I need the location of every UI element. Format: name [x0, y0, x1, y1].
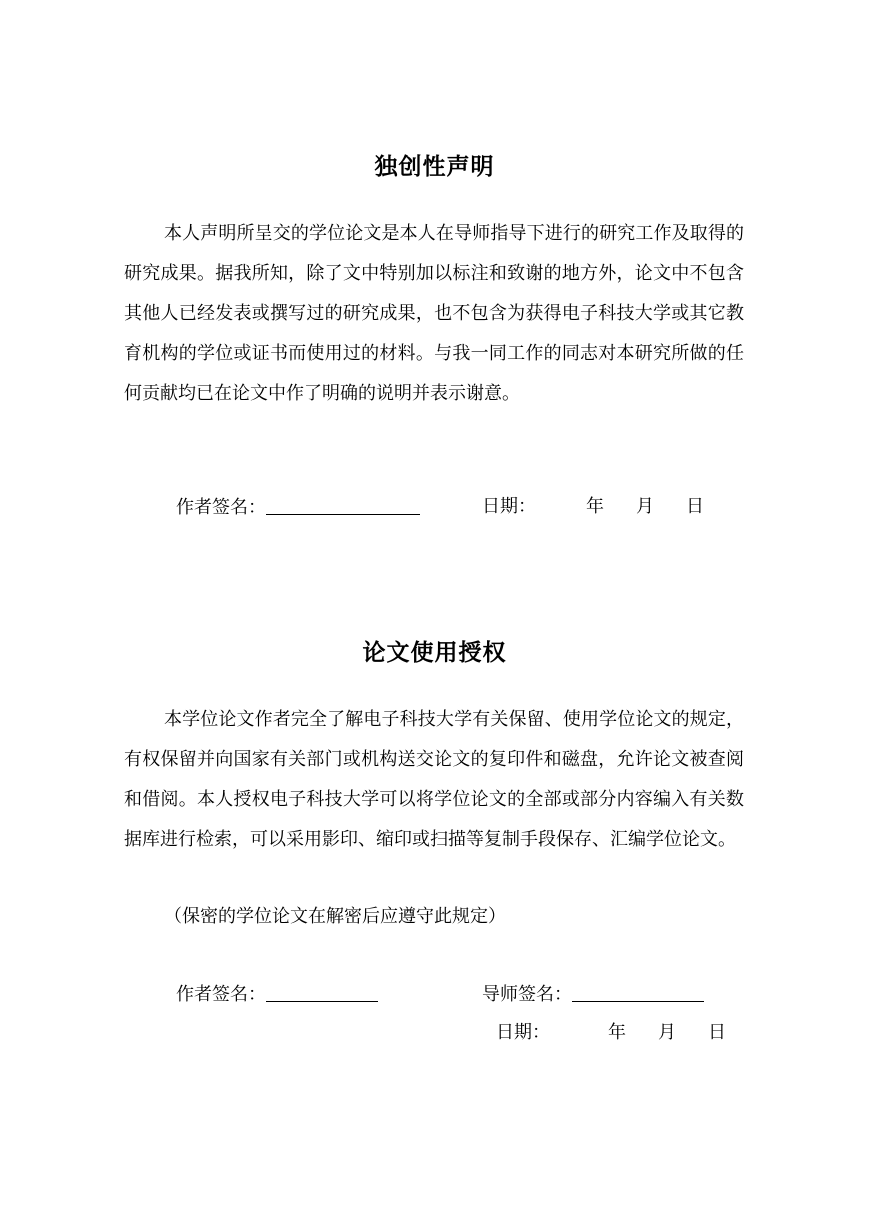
author-signature-line[interactable] [266, 981, 378, 1002]
author-signature-label: 作者签名： [176, 497, 266, 518]
month-label: 月 [636, 496, 654, 517]
author-signature-line[interactable] [266, 494, 420, 515]
declaration-body: 本人声明所呈交的学位论文是本人在导师指导下进行的研究工作及取得的研究成果。据我所知，除了文中特别加以标注和致谢的地方外，论文中不包含其他人已经发表或撰写过的研究成果，也不包含为获得电子科技大学或其它教育机构的学位或证书而使用过的材料。与我一同工作的同志对本研究所做的任何贡献均已在论文中作了明确的说明并表示谢意。 [124, 223, 744, 404]
day-label: 日 [686, 496, 704, 517]
year-label: 年 [586, 496, 604, 517]
year-label: 年 [608, 1022, 626, 1043]
date-label: 日期： [482, 496, 536, 517]
authorization-body: 本学位论文作者完全了解电子科技大学有关保留、使用学位论文的规定，有权保留并向国家有关部门或机构送交论文的复印件和磁盘，允许论文被查阅和借阅。本人授权电子科技大学可以将学位论文的全部或部分内容编入有关数据库进行检索，可以采用影印、缩印或扫描等复制手段保存、汇编学位论文。 [124, 709, 744, 850]
declaration-date [482, 494, 704, 520]
month-label: 月 [658, 1022, 676, 1043]
author-signature-label: 作者签名： [176, 984, 266, 1005]
authorization-advisor-signature [482, 981, 704, 1008]
declaration-author-signature [176, 494, 420, 521]
declaration-title: 独创性声明 [374, 154, 495, 180]
authorization-author-signature [176, 981, 378, 1008]
authorization-title: 论文使用授权 [362, 640, 507, 666]
authorization-date [496, 1020, 726, 1046]
day-label: 日 [708, 1022, 726, 1043]
confidentiality-note: （保密的学位论文在解密后应遵守此规定） [164, 906, 506, 927]
advisor-signature-line[interactable] [572, 981, 704, 1002]
advisor-signature-label: 导师签名： [482, 984, 572, 1005]
date-label: 日期： [496, 1022, 550, 1043]
